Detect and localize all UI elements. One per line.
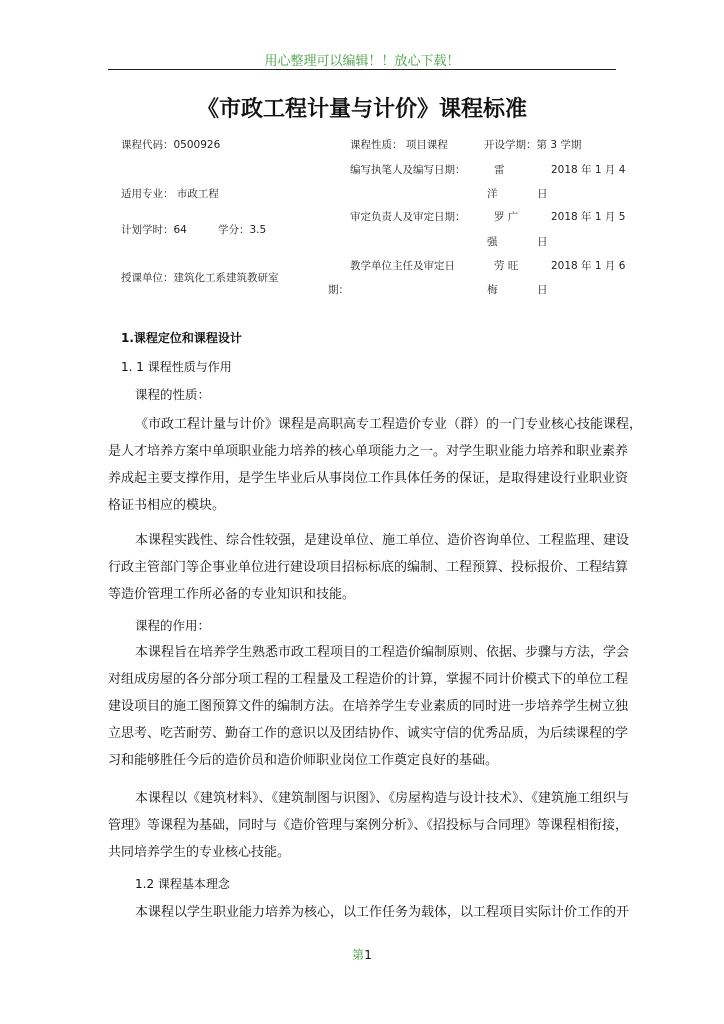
- writer-name-2: 洋: [487, 188, 498, 200]
- reviewer-name-1: 罗 广: [494, 211, 519, 223]
- text-line: 格证书相应的模块。: [108, 498, 226, 513]
- applicable-major: 适用专业： 市政工程: [121, 188, 219, 200]
- writer-day: 日: [537, 188, 548, 200]
- text-line: 本课程以学生职业能力培养为核心，以工作任务为载体，以工程项目实际计价工作的开: [135, 905, 630, 920]
- paragraph-practicality: [108, 527, 630, 608]
- text-line: 等造价管理工作所必备的专业知识和技能。: [108, 587, 356, 602]
- subsection-heading-1-1: 1. 1 课程性质与作用: [121, 360, 232, 374]
- paragraph-course-nature: [108, 411, 643, 519]
- paragraph-basic-concept: [108, 899, 630, 926]
- director-date: 2018 年 1 月 6: [551, 260, 626, 272]
- writer-label: 编写执笔人及编写日期：: [350, 164, 466, 176]
- subsection-heading-1-2: 1.2 课程基本理念: [135, 877, 230, 891]
- director-day: 日: [537, 284, 548, 296]
- teaching-unit: 授课单位：建筑化工系建筑教研室: [121, 272, 279, 284]
- text-line: 立思考、吃苦耐劳、勤奋工作的意识以及团结协作、诚实守信的优秀品质，为后续课程的学: [108, 726, 629, 741]
- reviewer-day: 日: [537, 236, 548, 248]
- planned-hours: 计划学时：64: [121, 224, 187, 236]
- text-line: 是人才培养方案中单项职业能力培养的核心单项能力之一。对学生职业能力培养和职业素养: [108, 444, 629, 459]
- text-line: 建设项目的施工图预算文件的编制方法。在培养学生专业素质的同时进一步培养学生树立独: [108, 699, 629, 714]
- director-name-2: 梅: [487, 284, 498, 296]
- text-line: 本课程旨在培养学生熟悉市政工程项目的工程造价编制原则、依据、步骤与方法，学会: [135, 645, 630, 660]
- section-heading: 1.课程定位和课程设计: [121, 331, 242, 345]
- reviewer-label: 审定负责人及审定日期：: [350, 211, 466, 223]
- page-footer: [0, 946, 724, 963]
- reviewer-name-2: 强: [487, 236, 498, 248]
- text-line: 《市政工程计量与计价》课程是高职高专工程造价专业（群）的一门专业核心技能课程，: [135, 417, 643, 432]
- course-semester: 开设学期：第 3 学期: [484, 139, 582, 151]
- paragraph-course-function: [108, 639, 630, 774]
- course-nature: 课程性质： 项目课程: [350, 139, 448, 151]
- director-label: 教学单位主任及审定日: [350, 260, 455, 272]
- page-header: 用心整理可以编辑！！放心下载！: [264, 54, 460, 69]
- document-title: 《市政工程计量与计价》课程标准: [196, 97, 527, 122]
- text-line: 管理》等课程为基础，同时与《造价管理与案例分析》、《招投标与合同理》等课程相衔接，: [108, 818, 629, 833]
- text-line: 养成起主要支撑作用，是学生毕业后从事岗位工作具体任务的保证，是取得建设行业职业资: [108, 471, 629, 486]
- page-number: 1: [364, 948, 372, 962]
- text-line: 共同培养学生的专业核心技能。: [108, 845, 291, 860]
- writer-name-1: 雷: [494, 164, 505, 176]
- reviewer-date: 2018 年 1 月 5: [551, 211, 626, 223]
- course-code: 课程代码：0500926: [121, 139, 221, 151]
- text-line: 对组成房屋的各分部分项工程的工程量及工程造价的计算，掌握不同计价模式下的单位工程: [108, 672, 629, 687]
- credits: 学分：3.5: [218, 224, 267, 236]
- paragraph-prerequisites: [108, 785, 630, 866]
- course-nature-label: 课程的性质：: [135, 387, 211, 402]
- header-divider: [108, 69, 616, 70]
- text-line: 本课程以《建筑材料》、《建筑制图与识图》、《房屋构造与设计技术》、《建筑施工组织与: [135, 791, 630, 806]
- page-prefix: 第: [352, 948, 365, 962]
- director-name-1: 劳 旺: [494, 260, 519, 272]
- writer-date: 2018 年 1 月 4: [551, 164, 626, 176]
- course-function-label: 课程的作用：: [135, 618, 211, 633]
- text-line: 习和能够胜任今后的造价员和造价师职业岗位工作奠定良好的基础。: [108, 753, 499, 768]
- text-line: 行政主管部门等企事业单位进行建设项目招标标底的编制、工程预算、投标报价、工程结算: [108, 560, 629, 575]
- text-line: 本课程实践性、综合性较强，是建设单位、施工单位、造价咨询单位、工程监理、建设: [135, 533, 630, 548]
- director-label-2: 期：: [328, 284, 349, 296]
